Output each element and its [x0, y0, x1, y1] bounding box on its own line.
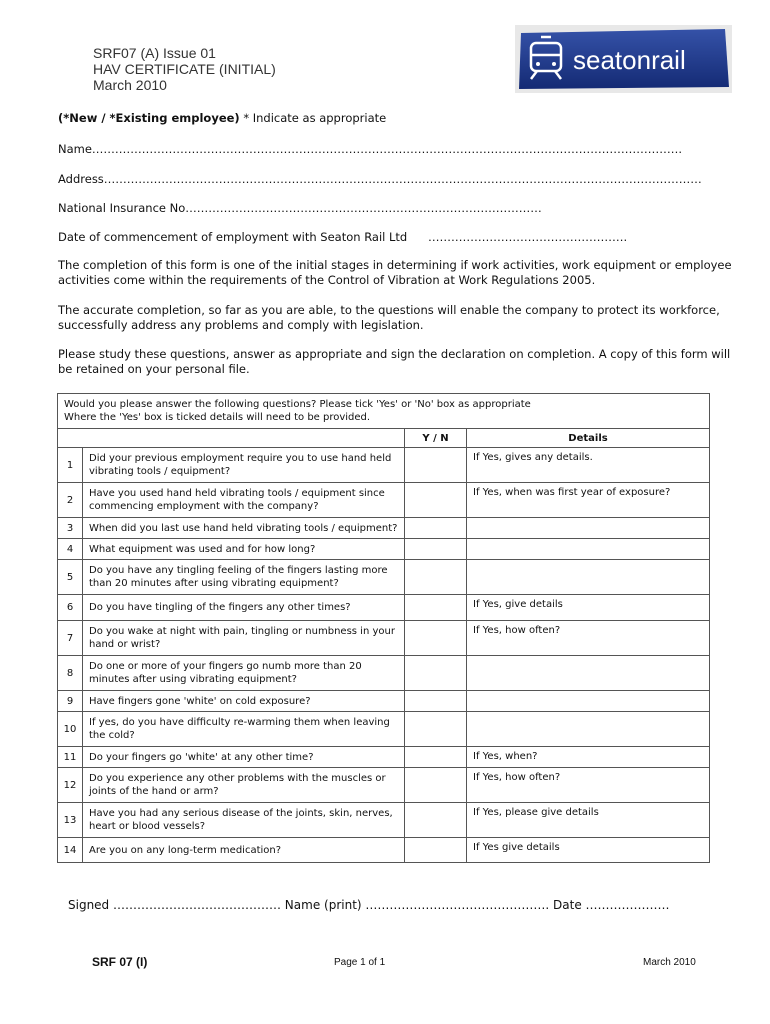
question-text: Did your previous employment require you to use hand held vibrating tools / equipment? — [83, 448, 405, 483]
details-cell[interactable] — [467, 712, 710, 747]
commencement-date-field[interactable]: ……………………………………………. — [428, 230, 628, 244]
question-number: 9 — [58, 691, 83, 712]
details-cell[interactable] — [467, 656, 710, 691]
question-row — [58, 747, 710, 768]
question-text: When did you last use hand held vibrating tools / equipment? — [83, 518, 405, 539]
question-text: Do you have tingling of the fingers any other times? — [83, 595, 405, 621]
question-row — [58, 656, 710, 691]
seaton-rail-logo — [515, 25, 732, 93]
question-number: 2 — [58, 483, 83, 518]
question-row — [58, 448, 710, 483]
yes-no-answer-cell[interactable] — [405, 712, 467, 747]
table-header-row — [58, 429, 710, 448]
yes-no-answer-cell[interactable] — [405, 747, 467, 768]
paragraph-intro: The completion of this form is one of the initial stages in determining if work activities, work equipment or employee activities come within the requirements of the Control of Vibration at Work Regulations 2005. — [58, 258, 732, 287]
details-cell[interactable] — [467, 560, 710, 595]
question-row — [58, 595, 710, 621]
question-row — [58, 838, 710, 863]
details-cell[interactable] — [467, 518, 710, 539]
national-insurance-field[interactable]: National Insurance No………………………………………………………………………………… — [58, 201, 542, 215]
question-text: Have you used hand held vibrating tools / equipment since commencing employment with the company? — [83, 483, 405, 518]
employee-type-label: (*New / *Existing employee) — [58, 111, 240, 125]
yes-no-answer-cell[interactable] — [405, 539, 467, 560]
document-header — [93, 45, 276, 93]
question-number: 14 — [58, 838, 83, 863]
questionnaire-table — [57, 393, 710, 863]
question-number: 3 — [58, 518, 83, 539]
question-text: Have fingers gone 'white' on cold exposure? — [83, 691, 405, 712]
question-row — [58, 518, 710, 539]
question-text: If yes, do you have difficulty re-warming them when leaving the cold? — [83, 712, 405, 747]
question-text: Do you wake at night with pain, tingling or numbness in your hand or wrist? — [83, 621, 405, 656]
name-field[interactable]: Name………………………………………………………………………………………………………………………………………. — [58, 142, 683, 156]
form-title: HAV CERTIFICATE (INITIAL) — [93, 61, 276, 77]
details-cell[interactable] — [467, 539, 710, 560]
details-cell[interactable]: If Yes give details — [467, 838, 710, 863]
question-text: What equipment was used and for how long? — [83, 539, 405, 560]
question-row — [58, 712, 710, 747]
question-row — [58, 539, 710, 560]
question-row — [58, 691, 710, 712]
details-cell[interactable]: If Yes, when? — [467, 747, 710, 768]
question-number: 5 — [58, 560, 83, 595]
footer-page-number: Page 1 of 1 — [334, 957, 386, 968]
question-text: Are you on any long-term medication? — [83, 838, 405, 863]
yes-no-answer-cell[interactable] — [405, 448, 467, 483]
question-text: Do your fingers go 'white' at any other time? — [83, 747, 405, 768]
signature-line[interactable]: Signed …………………………………… Name (print) ………………………………………. Date ………………… — [68, 898, 670, 912]
question-number: 7 — [58, 621, 83, 656]
details-cell[interactable]: If Yes, when was first year of exposure? — [467, 483, 710, 518]
employee-type-note: * Indicate as appropriate — [243, 111, 387, 125]
question-text: Do you experience any other problems with the muscles or joints of the hand or arm? — [83, 768, 405, 803]
paragraph-instructions: Please study these questions, answer as appropriate and sign the declaration on completion. A copy of this form will be retained on your personal file. — [58, 347, 731, 376]
form-date: March 2010 — [93, 77, 167, 93]
question-text: Do one or more of your fingers go numb more than 20 minutes after using vibrating equipment? — [83, 656, 405, 691]
table-intro-row — [58, 394, 710, 429]
logo-wordmark: seatonrail — [573, 45, 686, 75]
yes-no-answer-cell[interactable] — [405, 483, 467, 518]
yn-column-header: Y / N — [405, 429, 467, 448]
question-row — [58, 768, 710, 803]
yes-no-answer-cell[interactable] — [405, 656, 467, 691]
question-row — [58, 621, 710, 656]
table-intro-line2: Where the 'Yes' box is ticked details will need to be provided. — [64, 412, 371, 423]
yes-no-answer-cell[interactable] — [405, 691, 467, 712]
question-row — [58, 803, 710, 838]
question-row — [58, 483, 710, 518]
table-intro — [58, 394, 710, 429]
yes-no-answer-cell[interactable] — [405, 803, 467, 838]
yes-no-answer-cell[interactable] — [405, 768, 467, 803]
commencement-date-label: Date of commencement of employment with Seaton Rail Ltd — [58, 230, 408, 244]
yes-no-answer-cell[interactable] — [405, 595, 467, 621]
question-number: 1 — [58, 448, 83, 483]
question-number: 13 — [58, 803, 83, 838]
question-number: 12 — [58, 768, 83, 803]
details-cell[interactable]: If Yes, give details — [467, 595, 710, 621]
address-field[interactable]: Address………………………………………………………………………………………………………………………………………… — [58, 172, 702, 186]
details-cell[interactable]: If Yes, how often? — [467, 621, 710, 656]
table-intro-line1: Would you please answer the following questions? Please tick 'Yes' or 'No' box as appropriate — [64, 399, 531, 410]
yes-no-answer-cell[interactable] — [405, 838, 467, 863]
details-column-header: Details — [467, 429, 710, 448]
question-number: 6 — [58, 595, 83, 621]
paragraph-accuracy: The accurate completion, so far as you are able, to the questions will enable the company to protect its workforce, successfully address any problems and comply with legislation. — [58, 303, 720, 332]
question-number: 10 — [58, 712, 83, 747]
employee-type-line — [58, 111, 386, 126]
form-code: SRF07 (A) Issue 01 — [93, 45, 216, 61]
question-number: 8 — [58, 656, 83, 691]
footer-date: March 2010 — [643, 957, 696, 968]
question-text: Have you had any serious disease of the joints, skin, nerves, heart or blood vessels? — [83, 803, 405, 838]
details-cell[interactable]: If Yes, gives any details. — [467, 448, 710, 483]
yes-no-answer-cell[interactable] — [405, 621, 467, 656]
yes-no-answer-cell[interactable] — [405, 560, 467, 595]
details-cell[interactable] — [467, 691, 710, 712]
yes-no-answer-cell[interactable] — [405, 518, 467, 539]
question-text: Do you have any tingling feeling of the fingers lasting more than 20 minutes after using vibrating equipment? — [83, 560, 405, 595]
details-cell[interactable]: If Yes, how often? — [467, 768, 710, 803]
logo-graphic — [515, 25, 732, 93]
footer-form-code: SRF 07 (I) — [92, 955, 148, 969]
question-row — [58, 560, 710, 595]
question-number: 11 — [58, 747, 83, 768]
question-number: 4 — [58, 539, 83, 560]
details-cell[interactable]: If Yes, please give details — [467, 803, 710, 838]
